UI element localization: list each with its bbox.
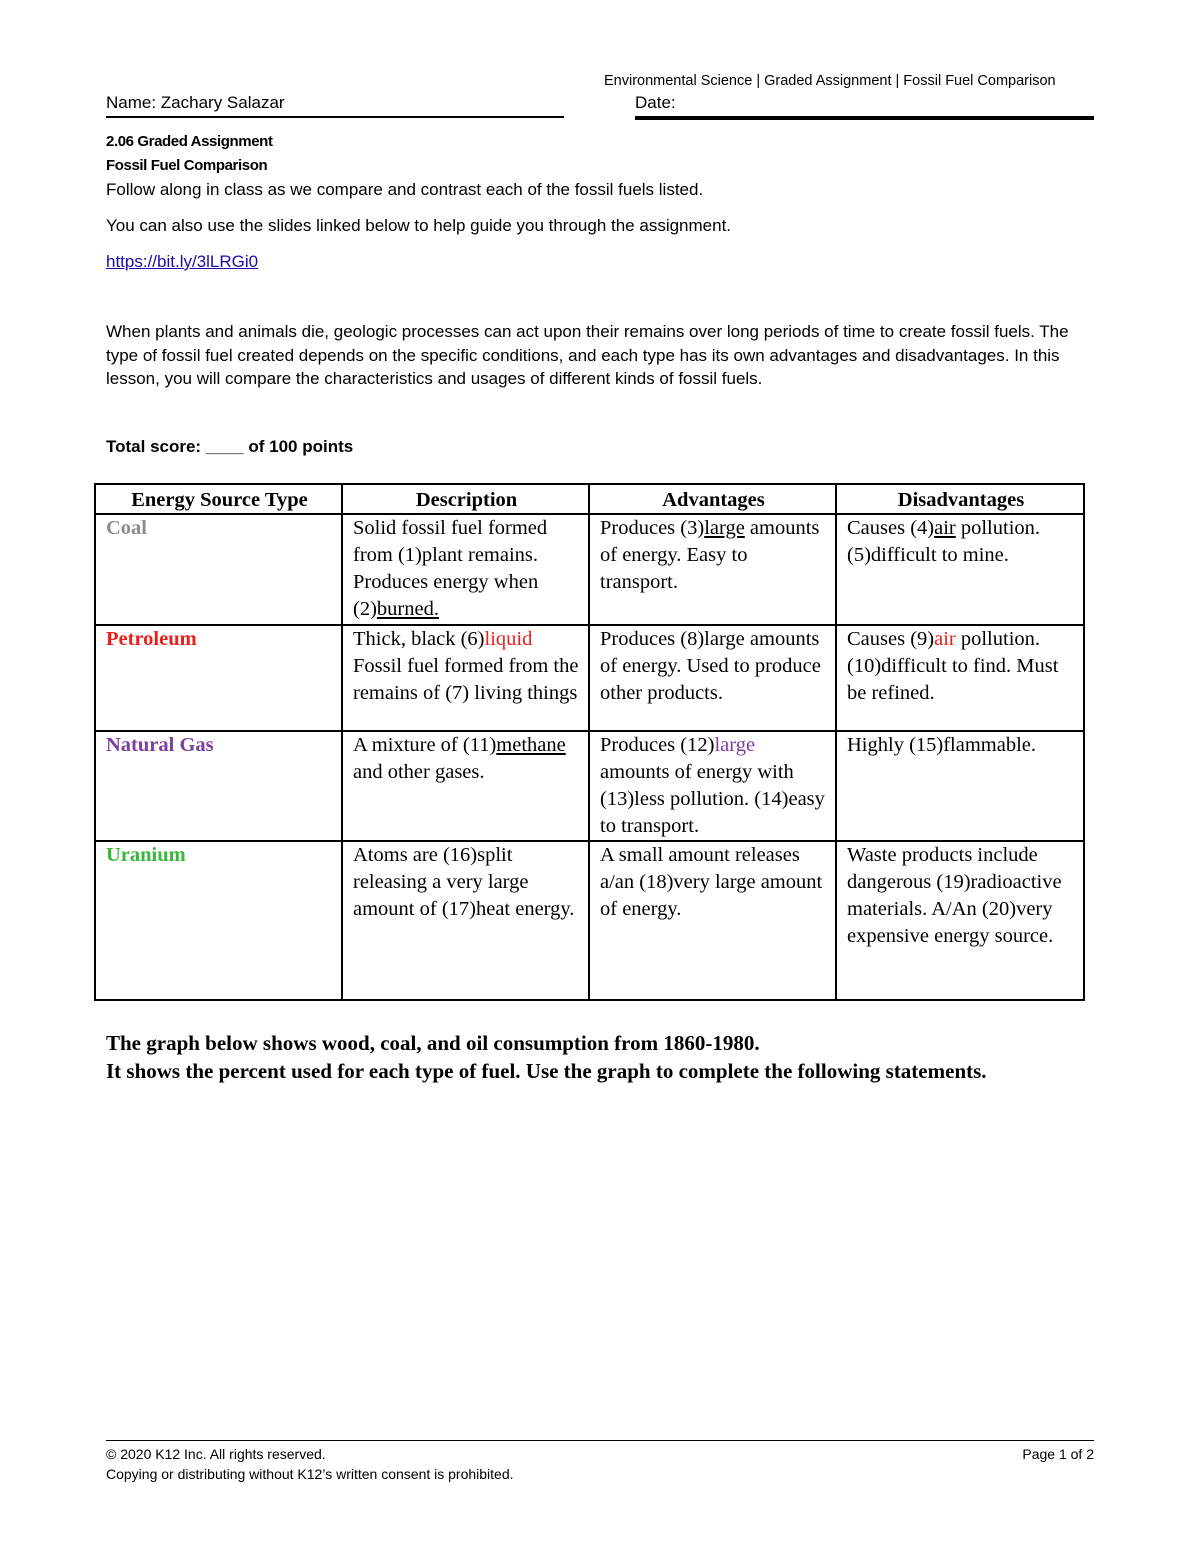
natural-gas-advantages[interactable]: Produces (12)large amounts of energy with (13)less pollution. (14)easy to transport. xyxy=(589,731,836,841)
header-title: Environmental Science | Graded Assignment | Fossil Fuel Comparison xyxy=(604,73,1056,89)
energy-type-petroleum: Petroleum xyxy=(106,627,197,650)
column-header: Description xyxy=(342,484,589,514)
graph-text-line-1: The graph below shows wood, coal, and oil consumption from 1860-1980. xyxy=(106,1031,760,1055)
graph-text-line-2: It shows the percent used for each type of fuel. Use the graph to complete the following statements. xyxy=(106,1058,987,1083)
natural-gas-disadvantages[interactable]: Highly (15)flammable. xyxy=(836,731,1084,841)
assignment-title: Fossil Fuel Comparison xyxy=(106,157,268,174)
page-number: Page 1 of 2 xyxy=(1022,1446,1094,1462)
name-label: Name: Zachary Salazar xyxy=(106,93,285,112)
name-field[interactable] xyxy=(106,92,564,118)
table-row xyxy=(95,625,1084,731)
date-field[interactable] xyxy=(635,92,1094,120)
petroleum-disadvantages[interactable]: Causes (9)air pollution. (10)difficult to find. Must be refined. xyxy=(836,625,1084,731)
instruction-1: Follow along in class as we compare and contrast each of the fossil fuels listed. xyxy=(106,180,704,199)
uranium-advantages[interactable]: A small amount releases a/an (18)very large amount of energy. xyxy=(589,841,836,1000)
column-header: Disadvantages xyxy=(836,484,1084,514)
natural-gas-description[interactable]: A mixture of (11)methane and other gases. xyxy=(342,731,589,841)
petroleum-advantages[interactable]: Produces (8)large amounts of energy. Used to produce other products. xyxy=(589,625,836,731)
table-row xyxy=(95,514,1084,624)
uranium-description[interactable]: Atoms are (16)split releasing a very large amount of (17)heat energy. xyxy=(342,841,589,1000)
slides-link[interactable]: https://bit.ly/3lLRGi0 xyxy=(106,252,259,271)
fossil-fuel-table xyxy=(94,483,1085,1001)
table-header-row xyxy=(95,484,1084,514)
footer-copyright: © 2020 K12 Inc. All rights reserved. xyxy=(106,1446,326,1462)
uranium-disadvantages[interactable]: Waste products include dangerous (19)radioactive materials. A/An (20)very expensive energy source. xyxy=(836,841,1084,1000)
petroleum-description[interactable]: Thick, black (6)liquid Fossil fuel formed from the remains of (7) living things xyxy=(342,625,589,731)
instruction-2: You can also use the slides linked below to help guide you through the assignment. xyxy=(106,216,732,235)
energy-type-coal: Coal xyxy=(106,517,147,540)
coal-advantages[interactable]: Produces (3)large amounts of energy. Easy to transport. xyxy=(589,514,836,624)
date-label: Date: xyxy=(635,93,676,112)
table-row xyxy=(95,731,1084,841)
coal-description[interactable]: Solid fossil fuel formed from (1)plant remains. Produces energy when (2)burned. xyxy=(342,514,589,624)
energy-type-natural-gas: Natural Gas xyxy=(106,733,214,756)
energy-type-uranium: Uranium xyxy=(106,844,186,867)
total-score: Total score: ____ of 100 points xyxy=(106,437,354,456)
coal-disadvantages[interactable]: Causes (4)air pollution. (5)difficult to mine. xyxy=(836,514,1084,624)
table-row xyxy=(95,841,1084,1000)
column-header: Advantages xyxy=(589,484,836,514)
assignment-number: 2.06 Graded Assignment xyxy=(106,133,273,150)
graph-instructions xyxy=(106,1030,1046,1085)
column-header: Energy Source Type xyxy=(95,484,342,514)
footer-divider xyxy=(106,1440,1094,1441)
footer-notice: Copying or distributing without K12’s written consent is prohibited. xyxy=(106,1466,514,1482)
intro-paragraph: When plants and animals die, geologic processes can act upon their remains over long periods of time to create fossil fuels. The type of fossil fuel created depends on the specific conditions, and each type has its own advantages and disadvantages. In this lesson, you will compare the characteristics and usages of different kinds of fossil fuels. xyxy=(106,322,1069,388)
